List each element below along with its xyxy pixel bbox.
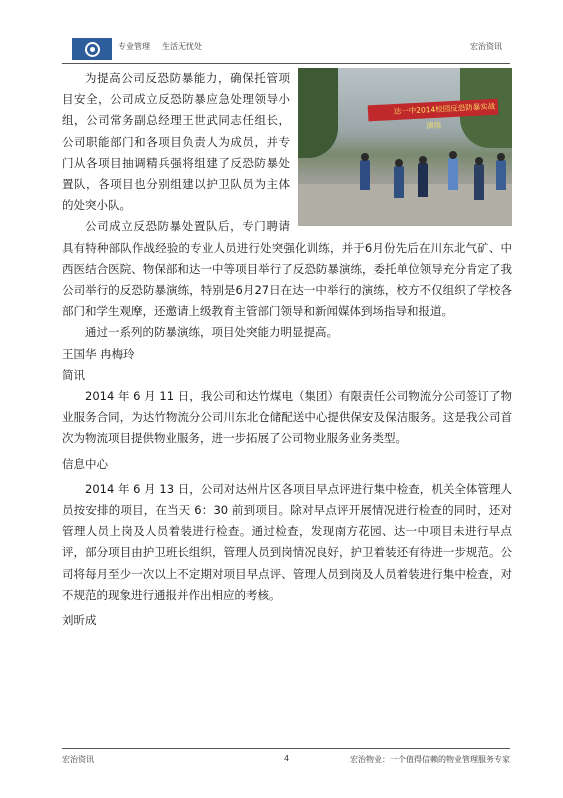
page-content — [62, 68, 512, 631]
page-number: 4 — [284, 754, 290, 763]
header-title: 宏治资讯 — [470, 42, 502, 51]
person-figure — [360, 160, 370, 190]
person-figure — [394, 166, 404, 198]
article1-paragraph-3: 通过一系列的防暴演练，项目处突能力明显提高。 — [85, 325, 338, 340]
article2-paragraph-1: 2014 年 6 月 11 日，我公司和达竹煤电（集团）有限责任公司物流分公司签订了物业服务合同，为达竹物流分公司川东北仓储配送中心提供保安及保洁服务。这是我公司首次为物流项目提供物业服务，进一步拓展了公司物业服务业务类型。 — [62, 389, 512, 446]
header-slogan — [118, 41, 214, 52]
slogan-part-2: 生活无忧处 — [162, 42, 202, 51]
header-divider — [62, 63, 510, 64]
logo-emblem-icon — [85, 42, 100, 57]
article1-paragraph-1 — [62, 68, 512, 216]
person-figure — [418, 163, 428, 197]
tree-left — [298, 68, 338, 158]
slogan-part-1: 专业管理 — [118, 42, 150, 51]
section-label: 简讯 — [62, 367, 85, 382]
drill-photo — [298, 68, 512, 226]
page-footer — [62, 748, 510, 764]
article1-paragraph-2: 公司成立反恐防暴处置队后，专门聘请具有特种部队作战经验的专业人员进行处突强化训练，并于6月份先后在川东北气矿、中西医结合医院、物保部和达一中等项目举行了反恐防暴演练，委托单位领导充分肯定了我公司举行的反恐防暴演练，特别是6月27日在达一中举行的演练，校方不仅组织了学校各部门和学生观摩，还邀请上级教育主管部门领导和新闻媒体到场指导和报道。 — [62, 219, 512, 319]
company-logo — [72, 38, 112, 60]
article2-author: 信息中心 — [62, 456, 108, 471]
article3-paragraph-1: 2014 年 6 月 13 日，公司对达州片区各项目早点评进行集中检查，机关全体管理人员按安排的项目，在当天 6：30 前到项目。除对早点评开展情况进行检查的同时，还对管理人员上岗及人员着装进行检查。通过检查，发现南方花园、达一中项目未进行早点评，部分项目由护卫班长组织，管理人员到岗情况良好，护卫着装还有待进一步规范。公司将每月至少一次以上不定期对项目早点评、管理人员到岗及人员着装进行集中检查，对不规范的现象进行通报并作出相应的考核。 — [62, 481, 512, 602]
article1-author: 王国华 冉梅玲 — [62, 346, 135, 361]
page-header — [62, 34, 510, 64]
person-figure — [448, 158, 458, 190]
person-figure — [474, 164, 484, 200]
article3-author: 刘昕成 — [62, 613, 97, 628]
footer-left-text: 宏治资讯 — [62, 755, 94, 764]
footer-divider — [62, 748, 510, 749]
person-figure — [496, 160, 506, 190]
footer-right-text: 宏治物业：一个值得信赖的物业管理服务专家 — [350, 755, 510, 764]
photo-banner: 达一中2014校园反恐防暴实战演练 — [368, 99, 499, 122]
article1-paragraph-1-text: 为提高公司反恐防暴能力，确保托管项目安全，公司成立反恐防暴应急处理领导小组，公司常务副总经理王世武同志任组长，公司职能部门和各项目负责人为成员，并专门从各项目抽调精兵强将组建了反恐防暴处置队，各项目也分别组建以护卫队员为主体的处突小队。 — [62, 71, 290, 213]
